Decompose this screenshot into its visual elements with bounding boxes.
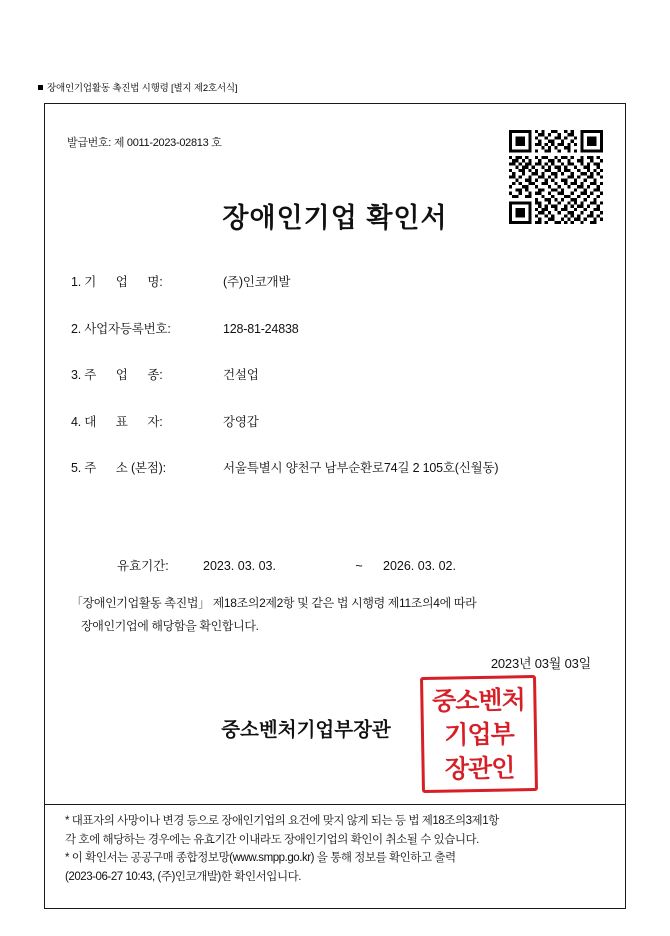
- footer-note-line: * 대표자의 사망이나 변경 등으로 장애인기업의 요건에 맞지 않게 되는 등 법 제18조의3제1항: [65, 815, 499, 827]
- legal-statement-line2: 장애인기업에 해당함을 확인합니다.: [81, 619, 259, 634]
- field-row: [71, 319, 605, 337]
- validity-start-date: 2023. 03. 03.: [203, 559, 276, 573]
- validity-period-row: [71, 556, 605, 574]
- legal-statement: [71, 592, 611, 639]
- seal-line3: 장관인: [444, 754, 515, 784]
- issue-number: 발급번호: 제 0011-2023-02813 호: [67, 137, 222, 149]
- footer-notes: [65, 812, 613, 887]
- field-label-business-number: 2. 사업자등록번호:: [71, 321, 171, 336]
- bullet-square-icon: [38, 85, 43, 90]
- seal-line2: 기업부: [444, 720, 514, 750]
- form-code-line: [38, 80, 237, 94]
- field-label-company-name: 1. 기 업 명:: [71, 275, 163, 289]
- form-code-text: 장애인기업활동 촉진법 시행령 [별지 제2호서식]: [47, 83, 238, 94]
- field-value-main-industry: 건설업: [223, 368, 259, 382]
- field-row: [71, 272, 605, 290]
- legal-statement-line1: 「장애인기업활동 촉진법」 제18조의2제2항 및 같은 법 시행령 제11조의4에 따라: [71, 596, 477, 610]
- field-row: [71, 458, 605, 476]
- issue-date: 2023년 03월 03일: [490, 656, 591, 671]
- field-label-address: 5. 주 소 (본점):: [71, 461, 166, 475]
- footer-note-line: (2023-06-27 10:43, (주)인코개발)한 확인서입니다.: [65, 870, 302, 883]
- field-row: [71, 365, 605, 383]
- validity-range-separator: ~: [355, 559, 363, 573]
- field-value-address: 서울특별시 양천구 남부순환로74길 2 105호(신월동): [223, 461, 499, 475]
- seal-line1: 중소벤처: [431, 686, 525, 716]
- validity-end-date: 2026. 03. 02.: [383, 559, 456, 573]
- signer-title: 중소벤처기업부장관: [221, 719, 391, 741]
- page-title: 장애인기업 확인서: [222, 203, 448, 233]
- validity-label: 유효기간:: [117, 559, 169, 573]
- field-value-representative: 강영갑: [223, 414, 259, 429]
- field-value-business-number: 128-81-24838: [223, 321, 299, 336]
- certificate-border-box: [44, 103, 626, 909]
- field-row: [71, 412, 605, 430]
- field-label-main-industry: 3. 주 업 종:: [71, 368, 163, 382]
- footer-divider: [45, 804, 625, 805]
- field-list: [71, 272, 605, 505]
- footer-note-line: * 이 확인서는 공공구매 종합정보망(www.smpp.go.kr) 을 통해 정보를 확인하고 출력: [65, 852, 456, 865]
- footer-note-line: 각 호에 해당하는 경우에는 유효기간 이내라도 장애인기업의 확인이 취소될 수 있습니다.: [65, 833, 479, 846]
- field-value-company-name: (주)인코개발: [223, 275, 291, 289]
- field-label-representative: 4. 대 표 자:: [71, 414, 163, 429]
- official-seal-icon: [420, 675, 538, 793]
